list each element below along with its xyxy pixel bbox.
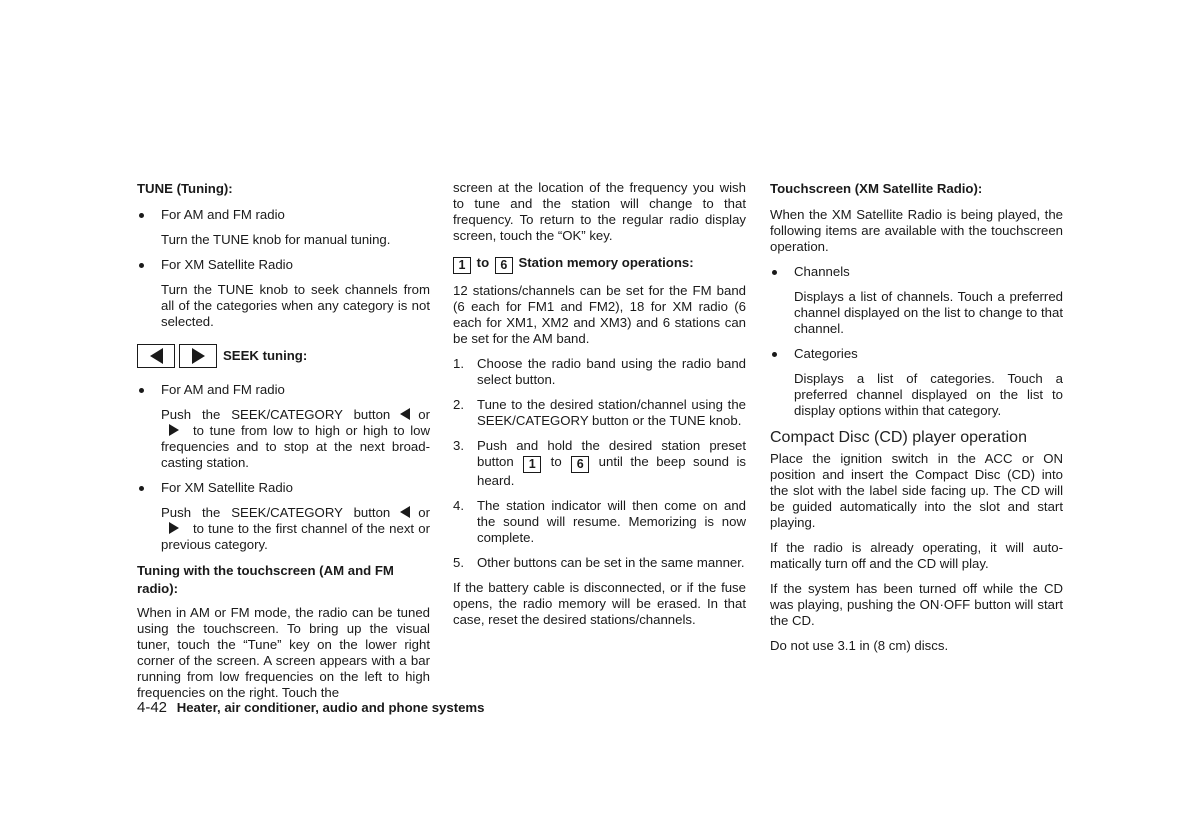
tune-bullet-xm: For XM Satellite Radio [137, 257, 430, 273]
step-text-to: to [550, 454, 562, 469]
step-text: The station indicator will then come on and the sound will resume. Memorizing is now complete. [477, 498, 746, 545]
step-1 [453, 356, 746, 388]
seek-left-arrow-icon [400, 506, 410, 518]
cd-text-4: Do not use 3.1 in (8 cm) discs. [770, 638, 949, 653]
xm-touchscreen-text: When the XM Satellite Radio is being played, the following items are available with the touchscreen operation. [770, 207, 1063, 254]
bullet-channels: Channels [770, 264, 1063, 280]
tune-text-am-fm: Turn the TUNE knob for manual tuning. [161, 232, 391, 247]
cd-text-2: If the radio is already operating, it will auto-matically turn off and the CD will play. [770, 540, 1063, 571]
step-number: 2. [453, 397, 464, 412]
seek-bullet-am-fm: For AM and FM radio [137, 382, 430, 398]
memory-text: 12 stations/channels can be set for the FM band (6 each for FM1 and FM2), 18 for XM radio (6 each for XM1, XM2 and XM3) and 6 stations can be set for the AM band. [453, 283, 746, 346]
tune-text-xm: Turn the TUNE knob to seek channels from all of the categories when any category is not selected. [161, 282, 430, 329]
step-3 [453, 438, 746, 489]
seek-heading-row [137, 344, 430, 368]
page-number: 4-42 [137, 699, 168, 716]
seek-heading: SEEK tuning: [223, 348, 308, 363]
seek-bullet-xm: For XM Satellite Radio [137, 480, 430, 496]
seek-right-arrow-icon [169, 522, 179, 534]
preset-key-1-icon: 1 [523, 456, 541, 473]
column-right [770, 180, 1063, 663]
continued-text: screen at the location of the frequency you wish to tune and the station will change to that frequency. To return to the regular radio display screen, touch the “OK” key. [453, 180, 746, 243]
seek-left-arrow-icon [400, 408, 410, 420]
seek-text-xm-part2: to tune to the first channel of the next or previous category. [161, 521, 430, 552]
seek-text-xm-or: or [418, 505, 430, 520]
chapter-title: Heater, air conditioner, audio and phone systems [176, 700, 485, 715]
seek-right-arrow-icon [169, 424, 179, 436]
memory-heading-row [453, 254, 746, 274]
column-left [137, 180, 430, 710]
page-footer [137, 699, 485, 717]
memory-heading-to: to [476, 255, 490, 270]
seek-text-am-fm-or: or [418, 407, 430, 422]
step-4 [453, 498, 746, 546]
seek-back-button-icon [137, 344, 175, 368]
preset-key-1-icon: 1 [453, 257, 471, 274]
seek-text-xm [137, 505, 430, 553]
seek-text-xm-part1: Push the SEEK/CATEGORY button [161, 505, 391, 520]
touch-heading: Tuning with the touchscreen (AM and FM radio): [137, 563, 394, 596]
step-number: 1. [453, 356, 464, 371]
step-text: Other buttons can be set in the same manner. [477, 555, 745, 570]
step-text: until the beep sound is heard. [477, 454, 746, 488]
seek-text-am-fm-part2: to tune from low to high or high to low frequencies and to stop at the next broad-casting station. [161, 423, 430, 470]
column-middle [453, 180, 746, 637]
step-number: 5. [453, 555, 464, 570]
seek-forward-button-icon [179, 344, 217, 368]
step-number: 3. [453, 438, 464, 453]
cd-text-1: Place the ignition switch in the ACC or ON position and insert the Compact Disc (CD) into the slot with the label side facing up. The CD will be guided automatically into the slot and start playing. [770, 451, 1063, 530]
touch-text: When in AM or FM mode, the radio can be tuned using the touchscreen. To bring up the visual tuner, touch the “Tune” key on the lower right corner of the screen. A screen appears with a bar running from low frequencies on the left to high frequencies on the right. Touch the [137, 605, 430, 700]
channels-text: Displays a list of channels. Touch a preferred channel displayed on the list to change to that channel. [794, 289, 1063, 336]
preset-key-6-icon: 6 [495, 257, 513, 274]
step-text: Push and hold the desired station preset button [477, 438, 746, 469]
step-5 [453, 555, 746, 571]
tune-bullet-am-fm: For AM and FM radio [137, 207, 430, 223]
battery-text: If the battery cable is disconnected, or if the fuse opens, the radio memory will be erased. In that case, reset the desired stations/channels. [453, 580, 746, 627]
cd-text-3: If the system has been turned off while the CD was playing, pushing the ON·OFF button will start the CD. [770, 581, 1063, 628]
step-text: Choose the radio band using the radio band select button. [477, 356, 746, 387]
xm-touchscreen-heading: Touchscreen (XM Satellite Radio): [770, 181, 983, 196]
cd-heading: Compact Disc (CD) player operation [770, 429, 1027, 446]
step-2 [453, 397, 746, 429]
bullet-categories: Categories [770, 346, 1063, 362]
seek-text-am-fm [137, 407, 430, 471]
step-text: Tune to the desired station/channel using the SEEK/CATEGORY button or the TUNE knob. [477, 397, 746, 428]
memory-heading: Station memory operations: [518, 255, 694, 270]
step-number: 4. [453, 498, 464, 513]
tune-heading: TUNE (Tuning): [137, 181, 233, 196]
categories-text: Displays a list of categories. Touch a preferred channel displayed on the list to display options within that category. [794, 371, 1063, 418]
seek-text-am-fm-part1: Push the SEEK/CATEGORY button [161, 407, 391, 422]
preset-key-6-icon: 6 [571, 456, 589, 473]
